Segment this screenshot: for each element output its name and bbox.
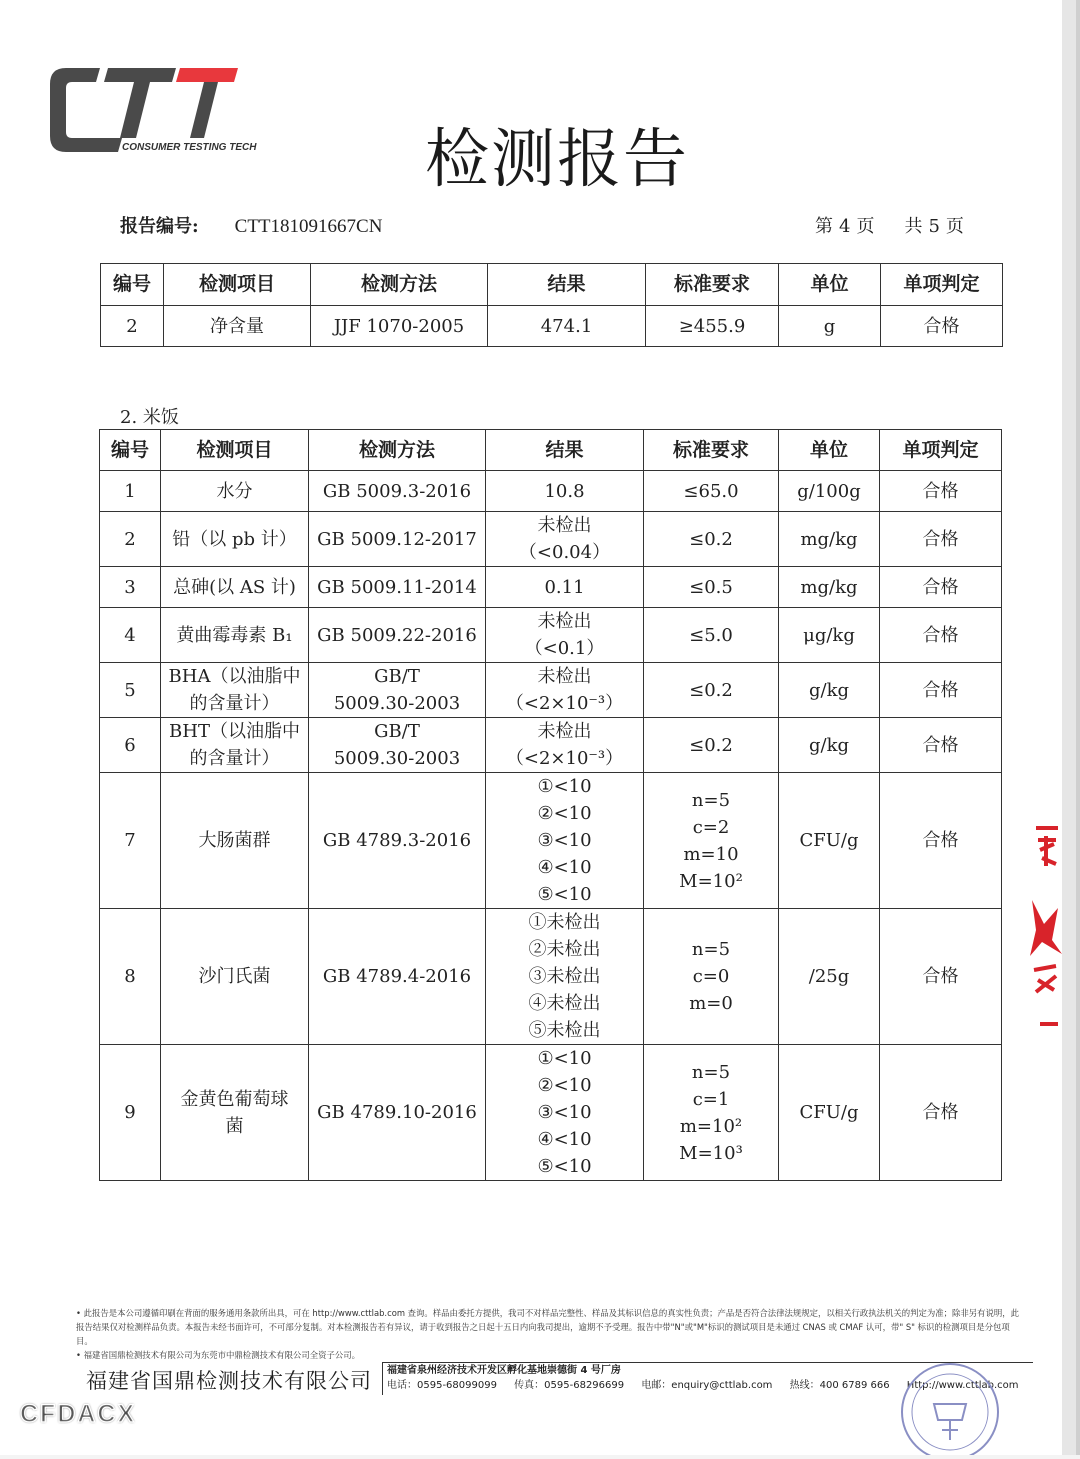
results-table-1: [100, 263, 1003, 347]
cell-result: 474.1: [488, 306, 646, 347]
cell-method: [309, 718, 486, 773]
header-judge: 单项判定: [880, 430, 1002, 471]
header-result: 结果: [488, 264, 646, 306]
cell-no: 5: [100, 663, 161, 718]
header-unit: 单位: [779, 264, 881, 306]
cell-standard-line: M=10²: [679, 870, 743, 892]
cell-item-line: 总砷(以 AS 计): [173, 576, 296, 598]
website: Http://www.cttlab.com: [906, 1380, 1019, 1391]
cell-method: JJF 1070-2005: [311, 306, 488, 347]
header-standard: 标准要求: [644, 430, 779, 471]
cell-unit: CFU/g: [779, 773, 880, 909]
cell-method-line: GB 5009.22-2016: [317, 624, 477, 646]
cell-item: [161, 718, 309, 773]
report-number-value: CTT181091667CN: [234, 216, 383, 237]
header-standard: 标准要求: [646, 264, 779, 306]
page-suffix: 页: [856, 216, 875, 237]
cell-method: [309, 512, 486, 567]
cell-result-line: 10.8: [544, 480, 585, 502]
header-judge: 单项判定: [881, 264, 1003, 306]
page-total: 5: [928, 216, 940, 237]
header-item: 检测项目: [164, 264, 311, 306]
cell-item: [161, 663, 309, 718]
cell-standard: [644, 718, 779, 773]
page-current: 4: [839, 216, 851, 237]
cell-unit: μg/kg: [779, 608, 880, 663]
cell-item-line: 的含量计）: [189, 693, 280, 714]
cell-method-line: GB 4789.3-2016: [322, 830, 472, 851]
table-header-row: [101, 264, 1003, 306]
cell-item-line: 的含量计）: [189, 748, 280, 769]
cell-unit: mg/kg: [779, 512, 880, 567]
header-unit: 单位: [779, 430, 880, 471]
cell-no: 7: [100, 773, 161, 909]
cell-standard-line: c=2: [692, 816, 730, 838]
hotline: 热线：400 6789 666: [789, 1380, 890, 1391]
cell-standard-line: ≤0.2: [689, 734, 733, 756]
cell-standard-line: M=10³: [679, 1142, 743, 1164]
cell-standard: [644, 512, 779, 567]
cell-item-line: 黄曲霉毒素 B₁: [176, 624, 293, 646]
company-address: 福建省泉州经济技术开发区孵化基地崇德街 4 号厂房: [387, 1365, 621, 1376]
table-header-row: [100, 430, 1002, 471]
cell-judge: 合格: [880, 471, 1002, 512]
cell-standard-line: c=1: [692, 1088, 730, 1110]
cell-result: [486, 663, 644, 718]
cell-item-line: 水分: [216, 480, 253, 502]
cell-no: 8: [100, 909, 161, 1045]
cell-result-line: ②未检出: [528, 939, 601, 960]
cell-standard-line: n=5: [691, 789, 731, 811]
cell-no: 3: [100, 567, 161, 608]
cell-item-line: 菌: [225, 1115, 244, 1137]
company-name: 福建省国鼎检测技术有限公司: [86, 1369, 372, 1393]
header-no: 编号: [100, 430, 161, 471]
cell-result-line: ④未检出: [528, 993, 601, 1014]
header-method: 检测方法: [309, 430, 486, 471]
phone: 电话：0595-68099099: [387, 1380, 497, 1391]
cell-result-line: ⑤未检出: [528, 1020, 601, 1041]
cell-result-line: ④<10: [537, 857, 592, 878]
cell-result-line: 未检出: [537, 611, 592, 632]
red-stamp-fragment: [1028, 820, 1062, 1035]
cell-unit: g: [779, 306, 881, 347]
cell-result-line: 未检出: [537, 666, 592, 687]
table-row: [100, 663, 1002, 718]
page-edge-shadow: [1076, 0, 1080, 1455]
cell-unit: g/kg: [779, 663, 880, 718]
footer-note: • 此报告是本公司遵循印刷在背面的服务通用条款所出具，可在 http://www.cttlab.com 查询。样品由委托方提供，我司不对样品完整性、样品及其标识信息的真实性负责；产品是否符合法律法规规定，以相关行政执法机关的判定为准；除非另有说明，此报告结果仅对检测样品负责。本报告未经书面许可，不可部分复制。对本检测报告若有异议，请于收到报告之日起十五日内向我司提出，逾期不予受理。报告中带"N"或"M"标识的测试项目是未通过 CNAS 或 CMAF 认可，带" S" 标识的检测项目是分包项目。: [76, 1308, 1020, 1346]
table-row: [100, 608, 1002, 663]
cell-standard: [644, 567, 779, 608]
cell-method: [309, 773, 486, 909]
cell-standard-line: ≤5.0: [689, 624, 733, 646]
table-row: [101, 306, 1003, 347]
cell-no: 2: [100, 512, 161, 567]
cell-unit: /25g: [779, 909, 880, 1045]
cell-no: 9: [100, 1045, 161, 1181]
cell-result-line: ③未检出: [528, 966, 601, 987]
results-table-rice: [99, 429, 1002, 1181]
table-row: [100, 1045, 1002, 1181]
cell-result-line: ③<10: [537, 1102, 592, 1123]
table-row: [100, 909, 1002, 1045]
cell-result-line: ⑤<10: [537, 1156, 592, 1177]
cell-result: [486, 773, 644, 909]
cell-method-line: GB 4789.10-2016: [317, 1102, 477, 1123]
cell-method-line: 5009.30-2003: [333, 748, 461, 769]
cell-standard: [644, 773, 779, 909]
cell-result-line: ①<10: [537, 1048, 592, 1069]
report-number-label: 报告编号:: [120, 216, 199, 237]
email: 电邮：enquiry@cttlab.com: [641, 1380, 773, 1391]
cell-result-line: （<0.04）: [518, 542, 611, 563]
cell-no: 1: [100, 471, 161, 512]
cell-item-line: 金黄色葡萄球: [180, 1088, 289, 1110]
cell-result-line: ①未检出: [528, 912, 601, 933]
table-row: [100, 471, 1002, 512]
cell-standard-line: m=10²: [679, 1115, 743, 1137]
cell-item-line: 沙门氏菌: [198, 966, 271, 987]
cell-result-line: （<2×10⁻³）: [505, 748, 624, 769]
cell-unit: g/100g: [779, 471, 880, 512]
footer-note: • 福建省国鼎检测技术有限公司为东莞市中鼎检测技术有限公司全资子公司。: [76, 1350, 360, 1360]
cell-no: 2: [101, 306, 164, 347]
cell-standard: [644, 608, 779, 663]
cell-item: 净含量: [164, 306, 311, 347]
cell-result-line: 未检出: [537, 721, 592, 742]
cell-method: [309, 471, 486, 512]
total-suffix: 页: [945, 216, 964, 237]
cell-method-line: GB/T: [374, 721, 420, 742]
cell-standard-line: m=0: [689, 993, 733, 1014]
cell-unit: mg/kg: [779, 567, 880, 608]
cell-judge: 合格: [880, 1045, 1002, 1181]
cell-standard: [644, 1045, 779, 1181]
cell-result: [486, 909, 644, 1045]
cell-standard: ≥455.9: [646, 306, 779, 347]
logo-subtitle: CONSUMER TESTING TECH: [122, 142, 257, 153]
cell-unit: g/kg: [779, 718, 880, 773]
cell-result-line: （<0.1）: [524, 638, 605, 659]
cell-no: 6: [100, 718, 161, 773]
cell-item-line: BHT（以油脂中: [169, 721, 300, 742]
table-row: [100, 567, 1002, 608]
cell-standard-line: m=10: [683, 843, 739, 865]
cell-no: 4: [100, 608, 161, 663]
cell-method: [309, 663, 486, 718]
cell-judge: 合格: [880, 773, 1002, 909]
cell-item: [161, 608, 309, 663]
cell-method: [309, 608, 486, 663]
header-no: 编号: [101, 264, 164, 306]
cell-standard-line: ≤0.5: [689, 576, 733, 598]
cell-judge: 合格: [880, 909, 1002, 1045]
cell-result-line: ④<10: [537, 1129, 592, 1150]
header-method: 检测方法: [311, 264, 488, 306]
fax: 传真：0595-68296699: [514, 1380, 625, 1391]
page-indicator: [815, 212, 970, 238]
cell-result: [486, 608, 644, 663]
table-row: [100, 512, 1002, 567]
cell-result-line: ⑤<10: [537, 884, 592, 905]
cell-standard-line: c=0: [692, 966, 730, 987]
cell-result: [486, 471, 644, 512]
cell-standard-line: ≤65.0: [683, 480, 739, 502]
cell-result-line: ③<10: [537, 830, 592, 851]
cell-item: [161, 1045, 309, 1181]
cell-item-line: 铅（以 pb 计）: [172, 528, 297, 550]
cell-item: [161, 909, 309, 1045]
cell-result-line: 未检出: [537, 515, 592, 536]
header-item: 检测项目: [161, 430, 309, 471]
cell-standard: [644, 663, 779, 718]
header-result: 结果: [486, 430, 644, 471]
cell-result: [486, 512, 644, 567]
footer-notes: [76, 1306, 1026, 1362]
cell-standard: [644, 909, 779, 1045]
section-title: 2. 米饭: [120, 407, 179, 428]
cell-standard: [644, 471, 779, 512]
cell-method: [309, 567, 486, 608]
cell-result-line: 0.11: [544, 576, 585, 598]
cell-result: [486, 567, 644, 608]
report-number: [120, 212, 382, 238]
cell-standard-line: n=5: [691, 1061, 731, 1083]
cell-method-line: GB 4789.4-2016: [322, 966, 472, 987]
cell-judge: 合格: [880, 567, 1002, 608]
cell-result: [486, 1045, 644, 1181]
cell-method-line: GB 5009.11-2014: [317, 576, 477, 598]
cell-item: [161, 567, 309, 608]
cell-unit: CFU/g: [779, 1045, 880, 1181]
cell-judge: 合格: [880, 512, 1002, 567]
cell-result: [486, 718, 644, 773]
cell-item: [161, 512, 309, 567]
cell-standard-line: ≤0.2: [689, 679, 733, 701]
cell-judge: 合格: [880, 663, 1002, 718]
cell-judge: 合格: [880, 608, 1002, 663]
cell-judge: 合格: [881, 306, 1003, 347]
table-row: [100, 773, 1002, 909]
page-prefix: 第: [815, 216, 833, 237]
total-prefix: 共: [904, 216, 923, 237]
cell-method: [309, 1045, 486, 1181]
table-row: [100, 718, 1002, 773]
cell-method-line: GB 5009.12-2017: [317, 528, 477, 550]
page-title: 检测报告: [425, 123, 689, 197]
cell-standard-line: ≤0.2: [689, 528, 733, 550]
watermark: CFDACX: [20, 1400, 137, 1428]
cell-result-line: ②<10: [537, 1075, 592, 1096]
cell-result-line: ②<10: [537, 803, 592, 824]
cell-method-line: GB/T: [374, 666, 420, 687]
cell-method: [309, 909, 486, 1045]
cell-item: [161, 773, 309, 909]
cell-item-line: 大肠菌群: [198, 830, 271, 851]
cell-standard-line: n=5: [691, 939, 731, 960]
blue-seal: [898, 1360, 1002, 1455]
cell-item-line: BHA（以油脂中: [168, 666, 301, 687]
cell-result-line: ①<10: [537, 776, 592, 797]
cell-method-line: 5009.30-2003: [333, 693, 461, 714]
cell-result-line: （<2×10⁻³）: [505, 693, 624, 714]
cell-item: [161, 471, 309, 512]
cell-judge: 合格: [880, 718, 1002, 773]
cell-method-line: GB 5009.3-2016: [322, 480, 472, 502]
